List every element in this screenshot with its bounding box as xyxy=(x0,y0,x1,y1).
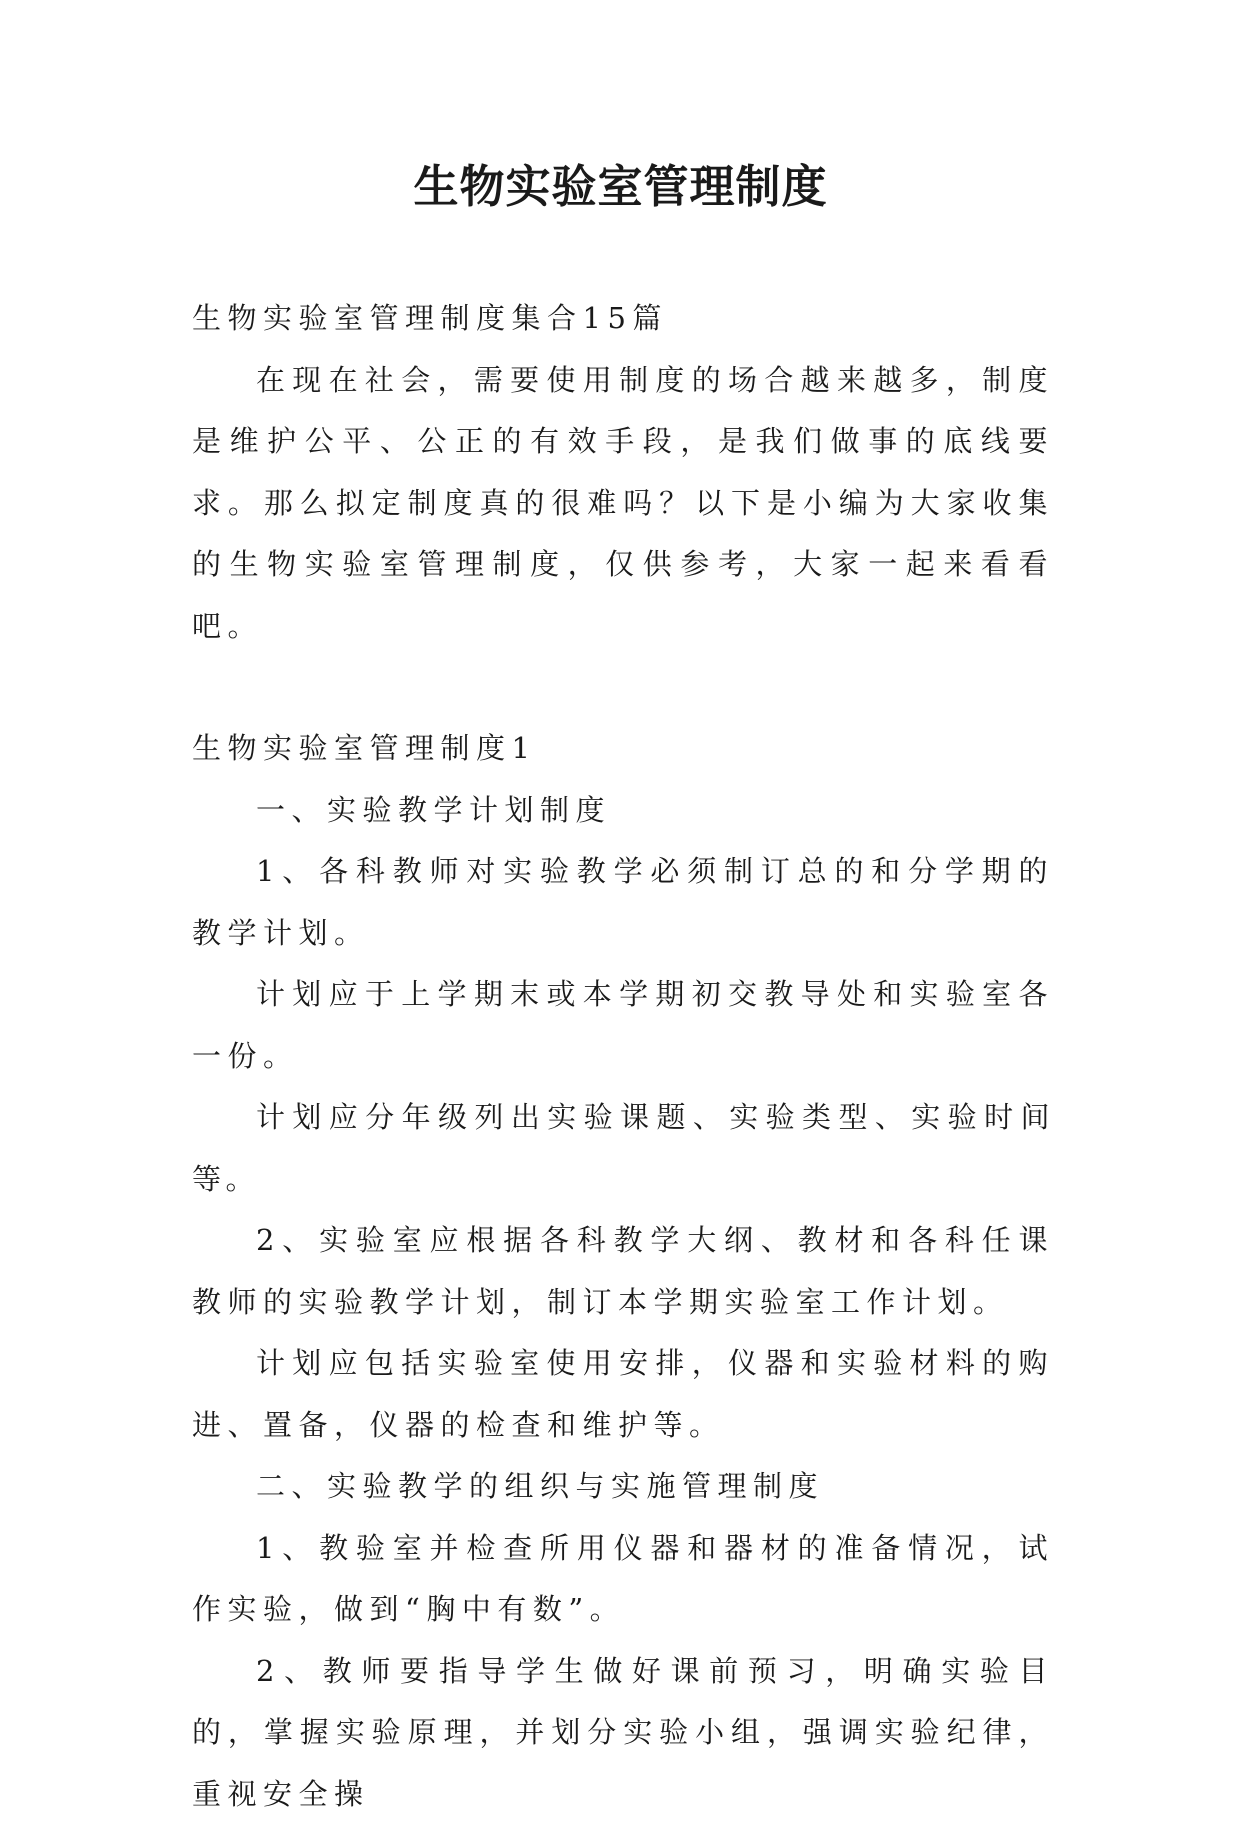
body-paragraph: 计划应分年级列出实验课题、实验类型、实验时间等。 xyxy=(192,1087,1054,1210)
subsection-heading: 二、实验教学的组织与实施管理制度 xyxy=(192,1456,1054,1518)
body-paragraph: 2、实验室应根据各科教学大纲、教材和各科任课教师的实验教学计划，制订本学期实验室工作计划。 xyxy=(192,1210,1054,1333)
intro-paragraph: 在现在社会，需要使用制度的场合越来越多，制度是维护公平、公正的有效手段，是我们做事的底线要求。那么拟定制度真的很难吗？以下是小编为大家收集的生物实验室管理制度，仅供参考，大家一起来看看吧。 xyxy=(192,350,1054,658)
body-paragraph: 1、各科教师对实验教学必须制订总的和分学期的教学计划。 xyxy=(192,841,1054,964)
body-paragraph: 2、教师要指导学生做好课前预习，明确实验目的，掌握实验原理，并划分实验小组，强调实验纪律，重视安全操 xyxy=(192,1641,1054,1825)
section-heading: 生物实验室管理制度1 xyxy=(192,718,1054,780)
document-title: 生物实验室管理制度 xyxy=(0,150,1241,215)
document-body xyxy=(192,288,1054,1825)
subsection-heading: 一、实验教学计划制度 xyxy=(192,780,1054,842)
body-paragraph: 计划应于上学期末或本学期初交教导处和实验室各一份。 xyxy=(192,964,1054,1087)
body-paragraph: 计划应包括实验室使用安排，仪器和实验材料的购进、置备，仪器的检查和维护等。 xyxy=(192,1333,1054,1456)
body-paragraph: 1、教验室并检查所用仪器和器材的准备情况，试作实验，做到“胸中有数”。 xyxy=(192,1518,1054,1641)
collection-subtitle: 生物实验室管理制度集合15篇 xyxy=(192,288,1054,350)
